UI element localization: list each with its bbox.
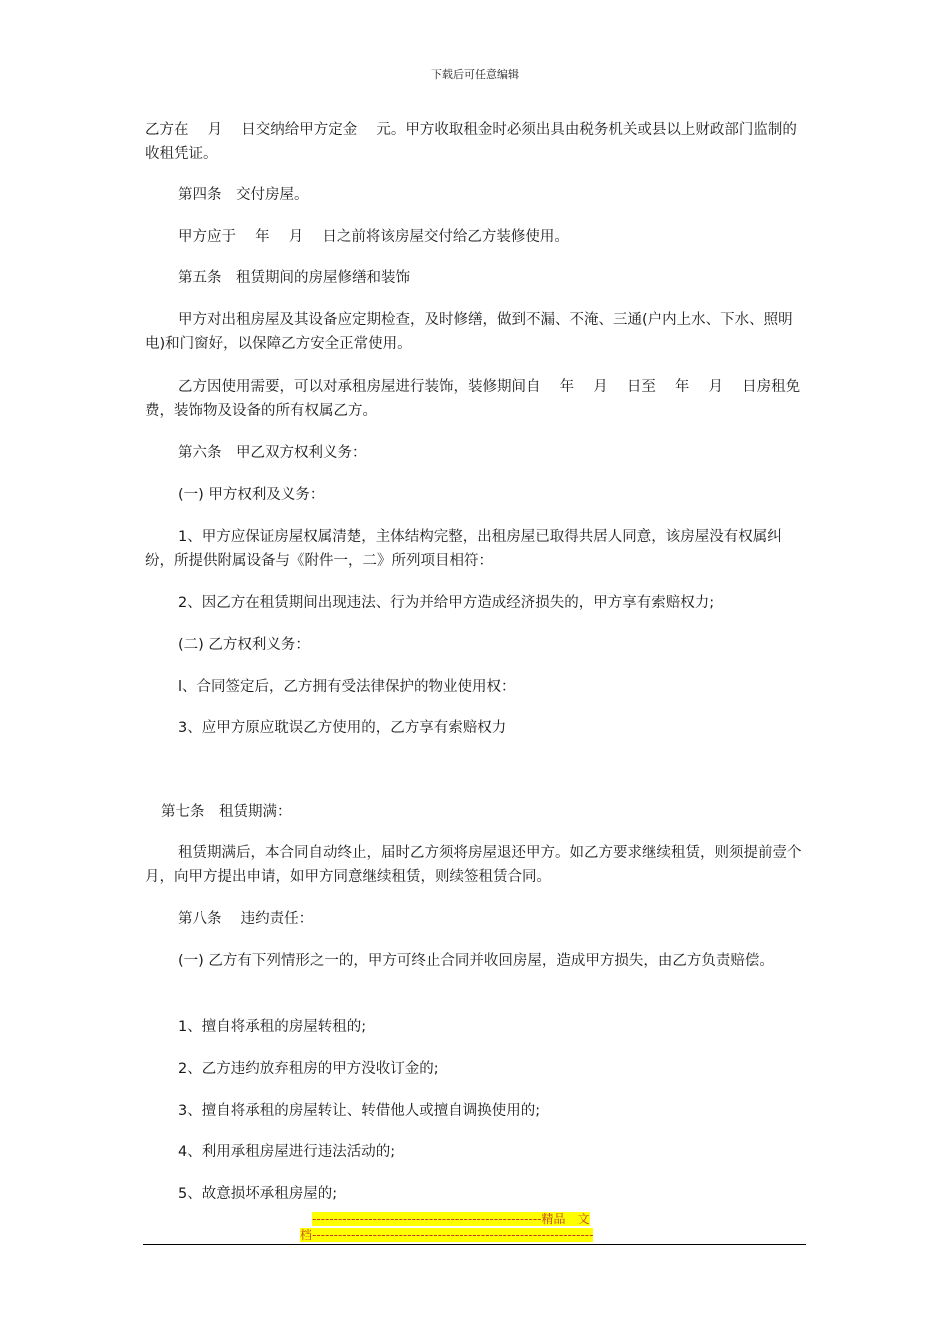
article-6-heading: 第六条 甲乙双方权利义务：	[178, 445, 367, 461]
paragraph-decoration: 乙方因使用需要，可以对承租房屋进行装饰，装修期间自 年 月 日至 年 月 日房租免费，装饰物及设备的所有权属乙方。	[145, 379, 801, 419]
breach-item-1: 1、擅自将承租的房屋转租的;	[178, 1019, 367, 1035]
header-note: 下载后可任意编辑	[431, 68, 519, 81]
item-lessor-1: 1、甲方应保证房屋权属清楚，主体结构完整，出租房屋已取得共居人同意，该房屋没有权属纠纷，所提供附属设备与《附件一，二》所列项目相符：	[145, 529, 782, 569]
article-7-heading: 第七条 租赁期满：	[161, 804, 292, 820]
breach-item-3: 3、擅自将承租的房屋转让、转借他人或擅自调换使用的;	[178, 1103, 541, 1119]
paragraph-handover: 甲方应于 年 月 日之前将该房屋交付给乙方装修使用。	[178, 229, 569, 245]
paragraph-lease-expiry: 租赁期满后，本合同自动终止，届时乙方须将房屋退还甲方。如乙方要求继续租赁，则须提前壹个月，向甲方提出申请，如甲方同意继续租赁，则续签租赁合同。	[145, 845, 802, 885]
item-lessee-1: l、合同签定后，乙方拥有受法律保护的物业使用权：	[178, 679, 516, 695]
paragraph-repairs: 甲方对出租房屋及其设备应定期检查，及时修缮，做到不漏、不淹、三通(户内上水、下水、照明电)和门窗好，以保障乙方安全正常使用。	[145, 312, 793, 352]
section-breach: (一) 乙方有下列情形之一的，甲方可终止合同并收回房屋，造成甲方损失，由乙方负责赔偿。	[178, 953, 774, 969]
item-lessee-3: 3、应甲方原应耽误乙方使用的，乙方享有索赔权力	[178, 720, 507, 736]
item-lessor-2: 2、因乙方在租赁期间出现违法、行为并给甲方造成经济损失的，甲方享有索赔权力;	[178, 595, 715, 611]
breach-item-5: 5、故意损坏承租房屋的;	[178, 1186, 338, 1202]
article-8-heading: 第八条 违约责任：	[178, 911, 314, 927]
section-lessee-rights: (二) 乙方权利义务：	[178, 637, 310, 653]
article-5-heading: 第五条 租赁期间的房屋修缮和装饰	[178, 270, 410, 286]
footer-line-1: -----------------------------------------------------精品 文	[312, 1212, 590, 1226]
footer-watermark	[300, 1211, 650, 1243]
footer-line-2: 档-----------------------------------------------------------------	[300, 1228, 594, 1242]
breach-item-2: 2、乙方违约放弃租房的甲方没收订金的;	[178, 1061, 439, 1077]
footer-divider	[143, 1244, 806, 1245]
article-4-heading: 第四条 交付房屋。	[178, 187, 309, 203]
breach-item-4: 4、利用承租房屋进行违法活动的;	[178, 1144, 396, 1160]
section-lessor-rights: (一) 甲方权利及义务：	[178, 487, 325, 503]
paragraph-deposit: 乙方在 月 日交纳给甲方定金 元。甲方收取租金时必须出具由税务机关或县以上财政部门监制的收租凭证。	[145, 122, 797, 162]
